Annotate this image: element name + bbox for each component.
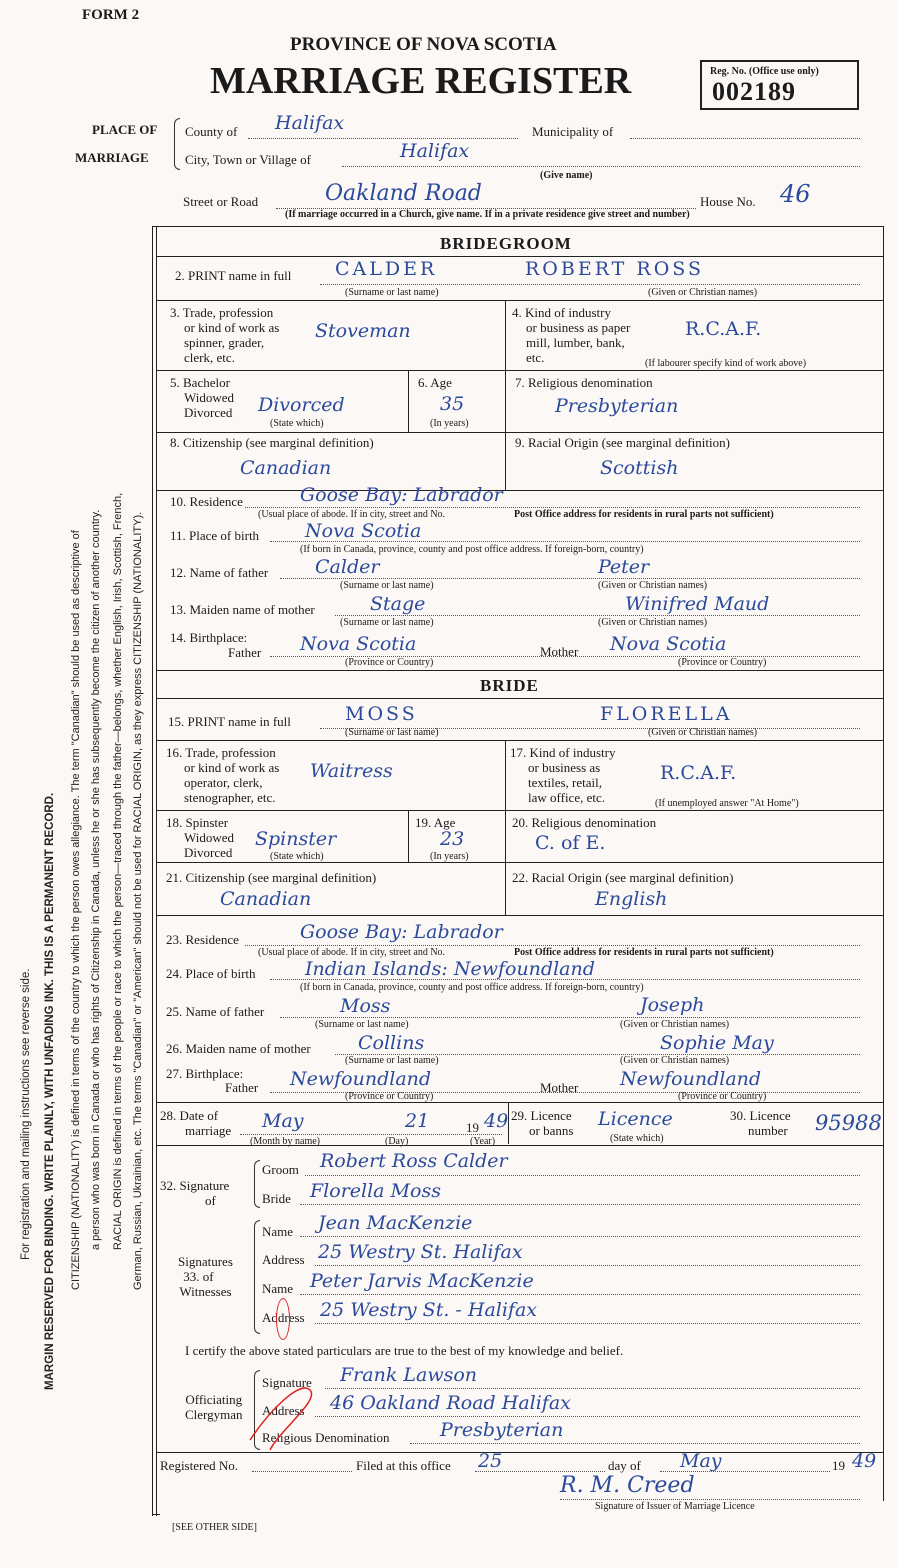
bride-residence: Goose Bay: Labrador [300, 921, 503, 943]
groom-bp-father-label: Father [228, 645, 262, 660]
caption: (Given or Christian names) [598, 580, 708, 591]
label-line: Clergyman [185, 1407, 243, 1422]
groom-trade-label [170, 305, 279, 365]
caption: Post Office address for residents in rural parts not sufficient) [514, 947, 774, 958]
house-value: 46 [780, 180, 811, 208]
clergy-address: 46 Oakland Road Halifax [330, 1392, 571, 1414]
label-line: 16. Trade, profession [166, 745, 276, 760]
caption: (If born in Canada, province, county and post office address. If foreign-born, country) [300, 982, 644, 993]
marriage-day: 21 [405, 1110, 430, 1132]
groom-racial-label: 9. Racial Origin (see marginal definition) [515, 435, 730, 450]
bride-name-label: 15. PRINT name in full [168, 714, 291, 729]
place-note: (If marriage occurred in a Church, give name. If in a private residence give street and number) [285, 209, 690, 220]
licence-value: Licence [598, 1108, 673, 1130]
bride-surname: MOSS [345, 703, 418, 725]
street-label: Street or Road [183, 194, 259, 209]
groom-religion-label: 7. Religious denomination [515, 375, 653, 390]
bride-trade-label [166, 745, 279, 805]
caption: (In years) [430, 851, 469, 862]
filed-month: May [680, 1450, 722, 1472]
groom-citizenship: Canadian [240, 457, 332, 479]
groom-birthplace-label: 14. Birthplace: [170, 630, 248, 645]
label-line: Divorced [184, 405, 233, 420]
bride-bp-father: Newfoundland [290, 1068, 432, 1090]
clergy-label [185, 1392, 243, 1422]
margin-note-citizenship-2: a person who was born in Canada or who has rights of Citizenship in Canada, unless he or she has subsequently become the citizen of another country. [90, 509, 102, 1250]
bride-racial-label: 22. Racial Origin (see marginal definition) [512, 870, 734, 885]
caption: (Usual place of abode. If in city, street and No. [258, 509, 446, 520]
label-line: law office, etc. [528, 790, 605, 805]
label-line: 17. Kind of industry [510, 745, 616, 760]
label-line: or kind of work as [184, 320, 280, 335]
bride-birth-label: 24. Place of birth [166, 966, 256, 981]
section-bridegroom: BRIDEGROOM [440, 234, 572, 253]
groom-age: 35 [440, 393, 465, 415]
label-line: etc. [526, 350, 545, 365]
groom-name-label: 2. PRINT name in full [175, 268, 292, 283]
witness-label [178, 1254, 233, 1299]
bride-given: FLORELLA [600, 703, 733, 725]
registered-no-label: Registered No. [160, 1458, 238, 1473]
margin-note-citizenship: CITIZENSHIP (NATIONALITY) is defined in terms of the country to which the person owes allegiance. The term "Canadian" should be used as descriptive of [70, 530, 82, 1290]
bride-industry-label [510, 745, 615, 805]
bride-citizenship: Canadian [220, 888, 312, 910]
witness1-name-label: Name [262, 1224, 294, 1239]
groom-sig-label: Groom [262, 1162, 299, 1177]
brace [254, 1160, 260, 1208]
label-line: 28. Date of [160, 1108, 219, 1123]
witness2-name: Peter Jarvis MacKenzie [310, 1270, 534, 1292]
clergy-address-label: Address [262, 1403, 305, 1418]
witness1-name: Jean MacKenzie [318, 1212, 473, 1234]
groom-age-label: 6. Age [418, 375, 452, 390]
label-line: operator, clerk, [184, 775, 263, 790]
groom-bp-mother: Nova Scotia [610, 633, 727, 655]
place-label: PLACE OF [92, 122, 158, 137]
groom-racial: Scottish [600, 457, 679, 479]
caption: (Year) [470, 1136, 496, 1147]
caption: (Surname or last name) [315, 1019, 409, 1030]
house-label: House No. [700, 194, 756, 209]
groom-residence-label: 10. Residence [170, 494, 243, 509]
groom-mother-given: Winifred Maud [625, 593, 770, 615]
groom-father-given: Peter [598, 556, 650, 578]
groom-industry-label [512, 305, 630, 365]
caption: (Province or Country) [678, 657, 767, 668]
bride-bp-father-label: Father [225, 1080, 259, 1095]
date-label [160, 1108, 231, 1138]
bride-status: Spinster [255, 828, 337, 850]
issuer-signature: R. M. Creed [560, 1473, 695, 1498]
clergy-signature-label: Signature [262, 1375, 312, 1390]
groom-industry: R.C.A.F. [685, 318, 762, 340]
bride-age-label: 19. Age [415, 815, 456, 830]
marriage-label: MARRIAGE [75, 150, 149, 165]
caption: (Month by name) [250, 1136, 320, 1147]
caption: (Given or Christian names) [648, 727, 758, 738]
bride-mother-label: 26. Maiden name of mother [166, 1041, 311, 1056]
caption: (Day) [385, 1136, 409, 1147]
groom-bp-father: Nova Scotia [300, 633, 417, 655]
clergy-denomination-label: Religious Denomination [262, 1430, 390, 1445]
label-line: 32. Signature [160, 1178, 230, 1193]
county-label: County of [185, 124, 238, 139]
label-line: of [205, 1193, 216, 1208]
bride-father-surname: Moss [340, 995, 391, 1017]
label-line: or banns [529, 1123, 574, 1138]
clergy-denomination: Presbyterian [440, 1419, 564, 1441]
filed-year-prefix: 19 [832, 1458, 845, 1473]
brace [174, 118, 180, 170]
margin-note-racial: RACIAL ORIGIN is defined in terms of the people or race to which the person—traced through the father—belongs, whether English, Irish, Scottish, French, [112, 492, 124, 1250]
groom-signature: Robert Ross Calder [320, 1150, 508, 1172]
marriage-month: May [262, 1110, 304, 1132]
caption: (Given or Christian names) [620, 1019, 730, 1030]
groom-birth-label: 11. Place of birth [170, 528, 260, 543]
marriage-year: 49 [484, 1110, 509, 1132]
caption: (Province or Country) [345, 1091, 434, 1102]
reg-no-value: 002189 [712, 77, 796, 106]
caption: (State which) [610, 1133, 664, 1144]
label-line: textiles, retail, [528, 775, 603, 790]
label-line: 30. Licence [730, 1108, 791, 1123]
certification-text: I certify the above stated particulars are true to the best of my knowledge and belief. [185, 1343, 624, 1358]
caption: (Given or Christian names) [598, 617, 708, 628]
give-name-caption: (Give name) [540, 170, 593, 181]
groom-bp-mother-label: Mother [540, 644, 579, 659]
licence-number-label [730, 1108, 791, 1138]
filed-label: Filed at this office [356, 1458, 451, 1473]
witness2-address: 25 Westry St. - Halifax [320, 1299, 537, 1321]
label-line: 18. Spinster [166, 815, 229, 830]
groom-residence: Goose Bay: Labrador [300, 484, 503, 506]
issuer-caption: Signature of Issuer of Marriage Licence [595, 1501, 755, 1512]
bride-bp-mother-label: Mother [540, 1080, 579, 1095]
caption: (Surname or last name) [345, 1055, 439, 1066]
margin-note-binding: MARGIN RESERVED FOR BINDING. WRITE PLAINLY, WITH UNFADING INK. THIS IS A PERMANENT RECORD. [44, 792, 56, 1390]
bride-residence-label: 23. Residence [166, 932, 239, 947]
page-title: MARRIAGE REGISTER [210, 60, 632, 102]
caption: (Province or Country) [678, 1091, 767, 1102]
caption: (If labourer specify kind of work above) [645, 358, 807, 369]
municipality-label: Municipality of [532, 124, 614, 139]
groom-trade: Stoveman [315, 320, 411, 342]
groom-religion: Presbyterian [555, 395, 679, 417]
label-line: 3. Trade, profession [170, 305, 274, 320]
caption: (Surname or last name) [345, 287, 439, 298]
bride-religion: C. of E. [535, 832, 606, 854]
section-bride: BRIDE [480, 676, 539, 695]
label-line: Widowed [184, 830, 235, 845]
licence-label [511, 1108, 573, 1138]
label-line: 29. Licence [511, 1108, 572, 1123]
caption: Post Office address for residents in rural parts not sufficient) [514, 509, 774, 520]
label-line: stenographer, etc. [184, 790, 276, 805]
margin-note-instructions: For registration and mailing instructions see reverse side. [20, 968, 32, 1260]
groom-citizenship-label: 8. Citizenship (see marginal definition) [170, 435, 374, 450]
caption: (State which) [270, 851, 324, 862]
groom-birth: Nova Scotia [305, 520, 422, 542]
groom-surname: CALDER [335, 258, 438, 280]
filed-day: 25 [478, 1450, 503, 1472]
form-number: FORM 2 [82, 7, 140, 23]
label-line: number [748, 1123, 788, 1138]
city-value: Halifax [400, 140, 470, 162]
licence-number: 95988 [815, 1111, 882, 1135]
label-line: or business as [528, 760, 601, 775]
bride-trade: Waitress [310, 760, 393, 782]
witness2-address-label: Address [262, 1310, 305, 1325]
bride-father-label: 25. Name of father [166, 1004, 265, 1019]
witness1-address-label: Address [262, 1252, 305, 1267]
label-line: marriage [185, 1123, 232, 1138]
bride-citizenship-label: 21. Citizenship (see marginal definition) [166, 870, 377, 885]
red-mark [276, 1298, 290, 1340]
caption: (Province or Country) [345, 657, 434, 668]
bride-mother-given: Sophie May [660, 1032, 774, 1054]
label-line: Widowed [184, 390, 235, 405]
groom-father-surname: Calder [315, 556, 380, 578]
bride-signature: Florella Moss [310, 1180, 441, 1202]
clergy-signature: Frank Lawson [340, 1364, 478, 1386]
day-of-label: day of [608, 1458, 641, 1473]
label-line: Signatures [178, 1254, 233, 1269]
label-line: mill, lumber, bank, [526, 335, 625, 350]
reg-no-label: Reg. No. (Office use only) [710, 66, 819, 77]
street-value: Oakland Road [325, 181, 482, 206]
caption: (In years) [430, 418, 469, 429]
red-tick-mark [240, 1370, 320, 1460]
bride-sig-label: Bride [262, 1191, 291, 1206]
caption: (If born in Canada, province, county and post office address. If foreign-born, country) [300, 544, 644, 555]
witness1-address: 25 Westry St. Halifax [318, 1241, 523, 1263]
year-prefix: 19 [466, 1120, 479, 1135]
brace [254, 1220, 260, 1334]
caption: (Surname or last name) [340, 617, 434, 628]
bride-father-given: Joseph [640, 994, 705, 1016]
label-line: or business as paper [526, 320, 631, 335]
caption: (Surname or last name) [340, 580, 434, 591]
city-label: City, Town or Village of [185, 152, 311, 167]
county-value: Halifax [275, 112, 345, 134]
groom-father-label: 12. Name of father [170, 565, 269, 580]
bride-bp-mother: Newfoundland [620, 1068, 762, 1090]
caption: (Given or Christian names) [620, 1055, 730, 1066]
caption: (State which) [270, 418, 324, 429]
signature-label [160, 1178, 229, 1208]
label-line: Divorced [184, 845, 233, 860]
label-line: 33. of [183, 1269, 214, 1284]
label-line: clerk, etc. [184, 350, 235, 365]
label-line: Officiating [185, 1392, 243, 1407]
witness2-name-label: Name [262, 1281, 294, 1296]
see-other-side-note: [SEE OTHER SIDE] [172, 1522, 257, 1533]
province-title: PROVINCE OF NOVA SCOTIA [290, 34, 557, 55]
label-line: spinner, grader, [184, 335, 265, 350]
bride-racial: English [595, 888, 668, 910]
groom-mother-surname: Stage [370, 593, 426, 615]
caption: (If unemployed answer "At Home") [655, 798, 799, 809]
margin-note-racial-2: German, Russian, Ukrainian, etc. The terms "Canadian" or "American" should not be used for RACIAL ORIGIN, as they express CITIZENSHIP (NATIONALITY). [132, 511, 144, 1290]
reg-no-box [700, 60, 859, 110]
bride-religion-label: 20. Religious denomination [512, 815, 657, 830]
bride-status-label [166, 815, 234, 860]
bride-birth: Indian Islands: Newfoundland [305, 958, 595, 980]
bride-mother-surname: Collins [358, 1032, 425, 1054]
label-line: 5. Bachelor [170, 375, 230, 390]
groom-mother-label: 13. Maiden name of mother [170, 602, 315, 617]
bride-age: 23 [440, 828, 465, 850]
label-line: 4. Kind of industry [512, 305, 611, 320]
caption: (Given or Christian names) [648, 287, 758, 298]
label-line: or kind of work as [184, 760, 280, 775]
groom-given: ROBERT ROSS [525, 258, 704, 280]
caption: (Usual place of abode. If in city, street and No. [258, 947, 446, 958]
bride-industry: R.C.A.F. [660, 762, 737, 784]
filed-year: 49 [852, 1450, 877, 1472]
label-line: Witnesses [179, 1284, 232, 1299]
bride-birthplace-label: 27. Birthplace: [166, 1066, 244, 1081]
groom-status-label [170, 375, 234, 420]
groom-status: Divorced [258, 394, 345, 416]
caption: (Surname or last name) [345, 727, 439, 738]
